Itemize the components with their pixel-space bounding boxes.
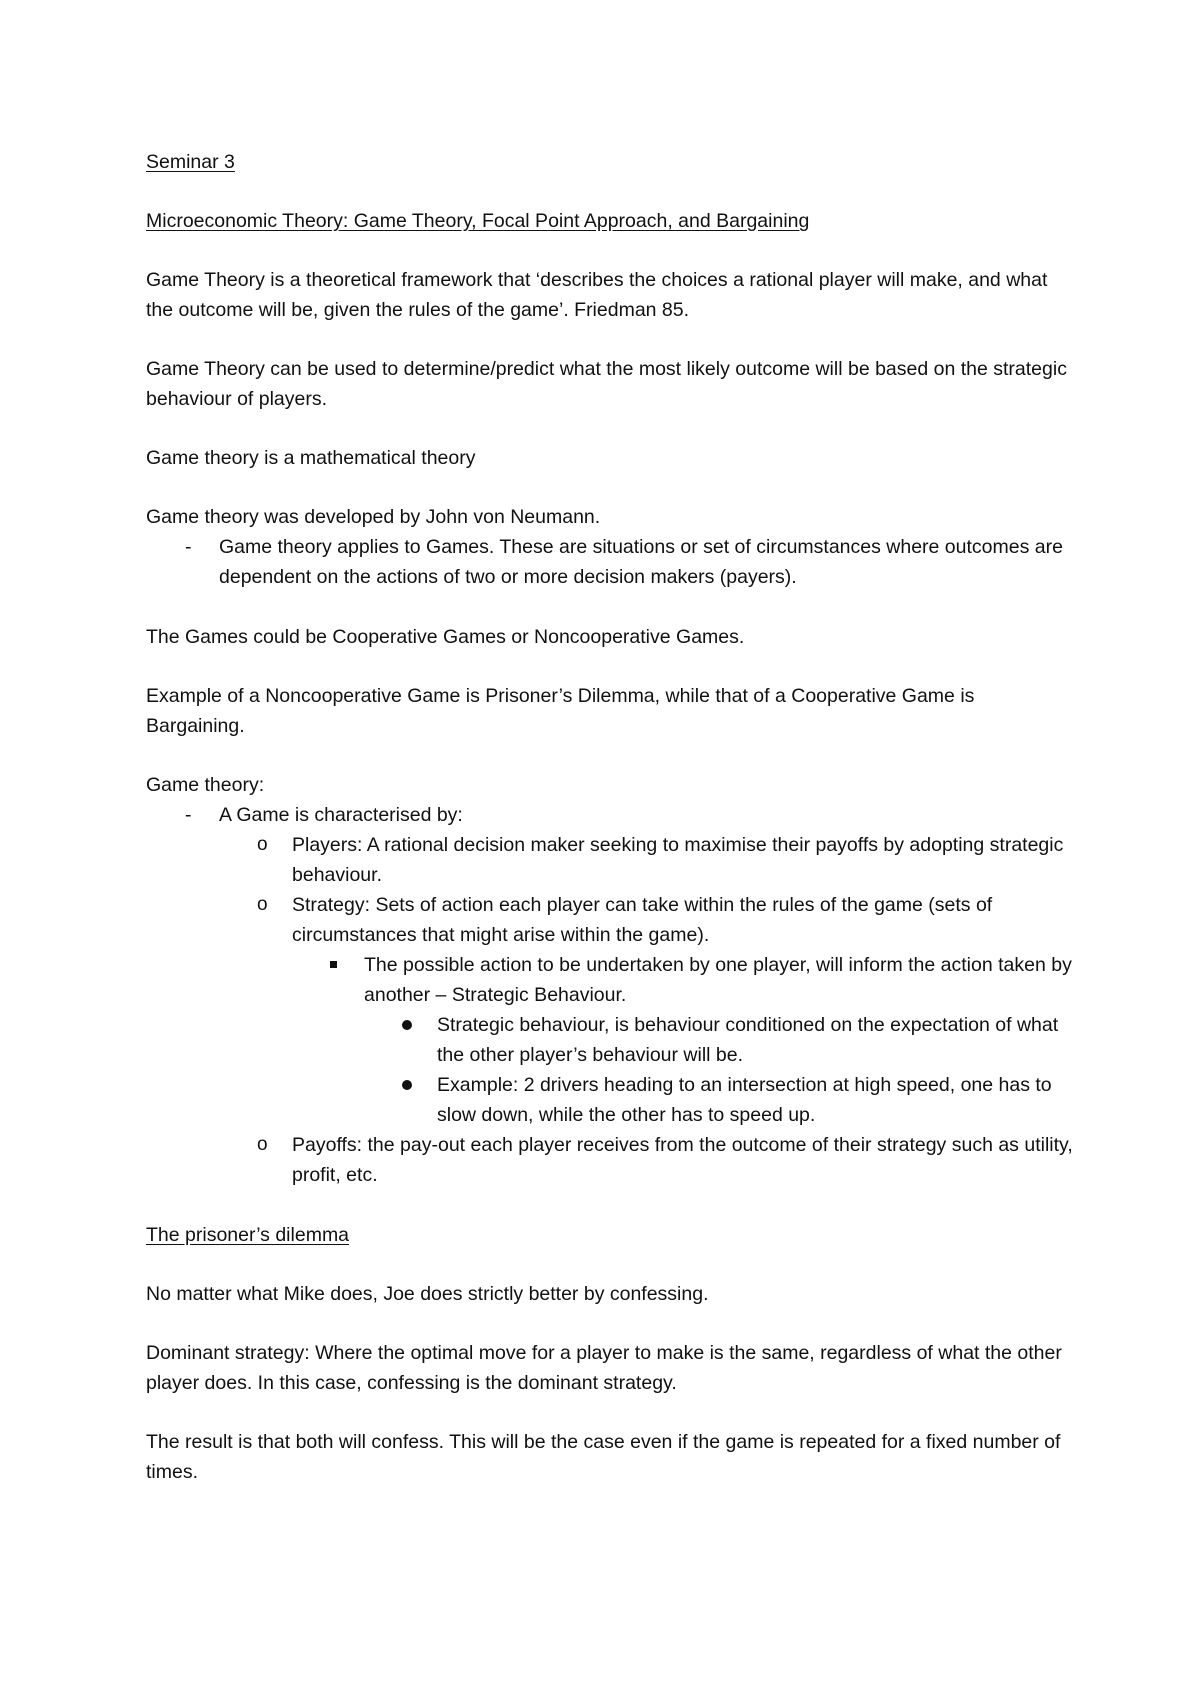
document-subtitle: Microeconomic Theory: Game Theory, Focal Point Approach, and Bargaining xyxy=(146,210,810,232)
dash-marker: - xyxy=(185,536,192,558)
list-item-strategic-behaviour-definition xyxy=(364,1010,1076,1070)
list-item-strategic-behaviour-example xyxy=(364,1070,1076,1130)
spacer xyxy=(146,592,1076,622)
list-game-elements xyxy=(219,830,1076,1190)
list-item-payoffs xyxy=(219,1130,1076,1190)
paragraph-developed-by: Game theory was developed by John von Neumann. xyxy=(146,506,601,528)
filled-circle-bullet-icon xyxy=(402,1080,412,1090)
paragraph-games-examples: Example of a Noncooperative Game is Prisoner’s Dilemma, while that of a Cooperative Game is Bargaining. xyxy=(146,685,975,737)
paragraph-result: The result is that both will confess. This will be the case even if the game is repeated for a fixed number of times. xyxy=(146,1431,1061,1483)
list-item-text: A Game is characterised by: xyxy=(219,804,463,826)
circle-bullet-icon: o xyxy=(257,834,268,855)
paragraph-game-theory-prediction: Game Theory can be used to determine/predict what the most likely outcome will be based on the strategic behaviour of players. xyxy=(146,358,1067,410)
paragraph-games-types: The Games could be Cooperative Games or Noncooperative Games. xyxy=(146,626,745,648)
list-item-strategy-detail xyxy=(292,950,1076,1130)
list-game-characteristics xyxy=(146,800,1076,1190)
section-heading-prisoners-dilemma: The prisoner’s dilemma xyxy=(146,1224,350,1246)
document-title: Seminar 3 xyxy=(146,151,235,173)
paragraph-game-theory-label: Game theory: xyxy=(146,774,265,796)
paragraph-game-theory-definition: Game Theory is a theoretical framework that ‘describes the choices a rational player will make, and what the outcome will be, given the rules of the game’. Friedman 85. xyxy=(146,269,1048,321)
list-item-text: Game theory applies to Games. These are situations or set of circumstances where outcomes are dependent on the actions of two or more decision makers (payers). xyxy=(219,536,1063,588)
list-item-players xyxy=(219,830,1076,890)
circle-bullet-icon: o xyxy=(257,894,268,915)
list-item-game-characterised xyxy=(146,800,1076,1190)
list-game-definition xyxy=(146,532,1076,592)
list-item-text: Strategy: Sets of action each player can take within the rules of the game (sets of circumstances that might arise within the game). xyxy=(292,894,993,946)
list-item-text: Payoffs: the pay-out each player receives from the outcome of their strategy such as utility, profit, etc. xyxy=(292,1134,1073,1186)
document-content xyxy=(146,147,1076,1516)
list-item-strategy xyxy=(219,890,1076,1130)
list-strategy-detail xyxy=(292,950,1076,1130)
paragraph-confessing: No matter what Mike does, Joe does strictly better by confessing. xyxy=(146,1283,709,1305)
spacer xyxy=(146,1190,1076,1220)
list-item-text: The possible action to be undertaken by one player, will inform the action taken by another – Strategic Behaviour. xyxy=(364,954,1072,1006)
square-bullet-icon xyxy=(330,961,337,968)
circle-bullet-icon: o xyxy=(257,1134,268,1155)
dash-marker: - xyxy=(185,804,192,826)
list-item-text: Players: A rational decision maker seeking to maximise their payoffs by adopting strategic behaviour. xyxy=(292,834,1064,886)
list-strategic-behaviour xyxy=(364,1010,1076,1130)
list-item-text: Strategic behaviour, is behaviour conditioned on the expectation of what the other player’s behaviour will be. xyxy=(437,1014,1059,1066)
filled-circle-bullet-icon xyxy=(402,1020,412,1030)
list-item-games-applies xyxy=(146,532,1076,592)
list-item-text: Example: 2 drivers heading to an intersection at high speed, one has to slow down, while the other has to speed up. xyxy=(437,1074,1052,1126)
paragraph-dominant-strategy: Dominant strategy: Where the optimal move for a player to make is the same, regardless of what the other player does. In this case, confessing is the dominant strategy. xyxy=(146,1342,1062,1394)
paragraph-mathematical-theory: Game theory is a mathematical theory xyxy=(146,447,476,469)
